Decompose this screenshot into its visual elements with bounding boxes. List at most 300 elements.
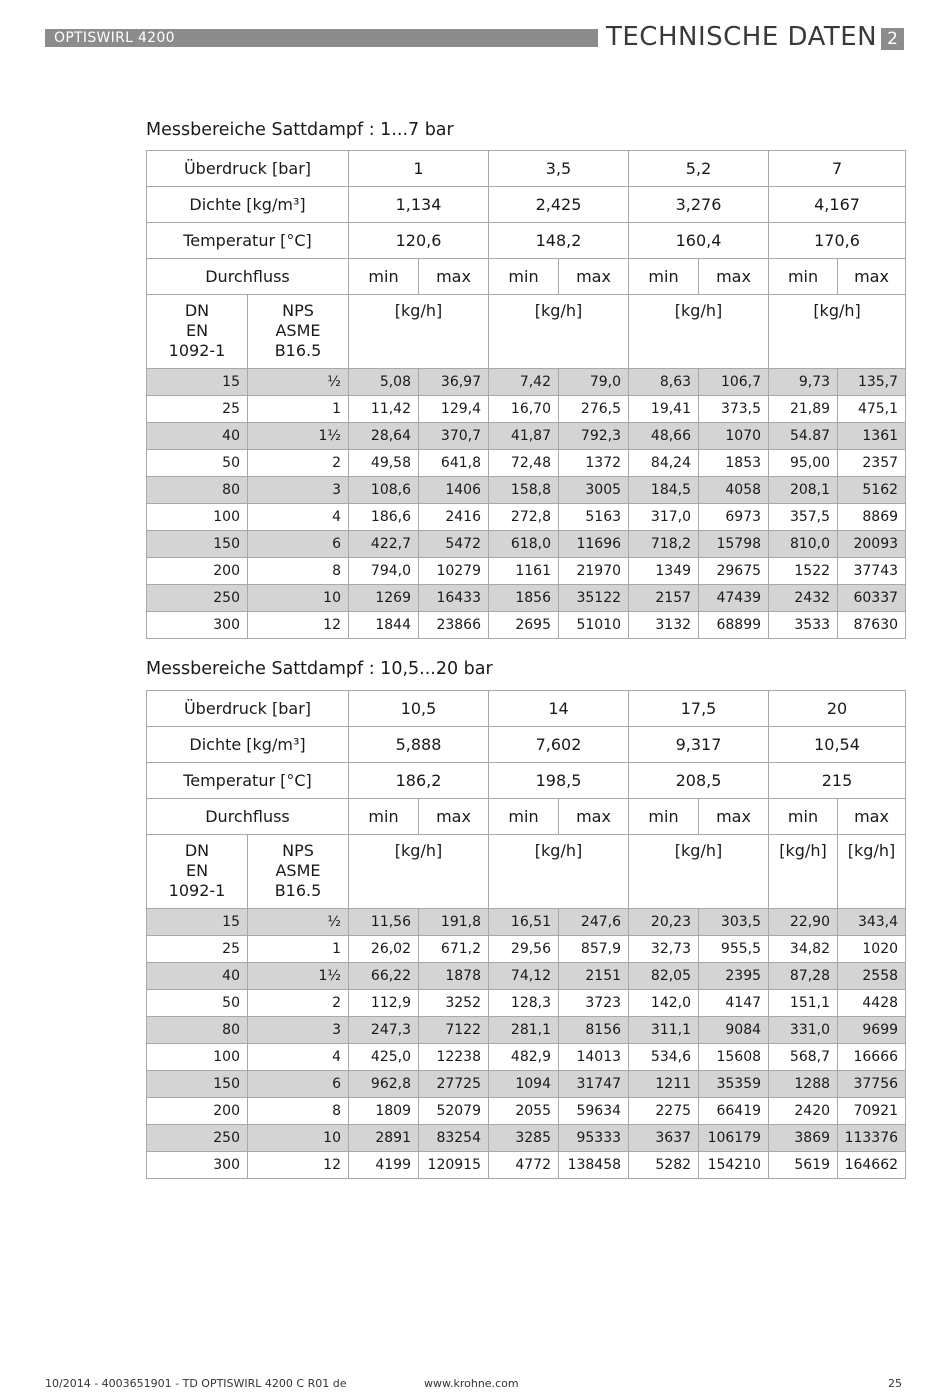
min-flow-cell: 2157: [629, 585, 699, 612]
pressure-row: [147, 691, 906, 727]
table-row: [147, 423, 906, 450]
min-flow-cell: 184,5: [629, 477, 699, 504]
max-flow-cell: 20093: [838, 531, 906, 558]
min-flow-cell: 962,8: [349, 1071, 419, 1098]
min-flow-cell: 718,2: [629, 531, 699, 558]
nps-cell: 8: [248, 1098, 349, 1125]
dn-cell: 150: [147, 1071, 248, 1098]
max-flow-cell: 8156: [559, 1017, 629, 1044]
max-flow-cell: 5472: [419, 531, 489, 558]
table-row: [147, 585, 906, 612]
size-unit-row: [147, 835, 906, 909]
max-flow-cell: 79,0: [559, 369, 629, 396]
min-flow-cell: 208,1: [769, 477, 838, 504]
min-flow-cell: 3533: [769, 612, 838, 639]
max-flow-cell: 792,3: [559, 423, 629, 450]
unit-header: [kg/h]: [769, 835, 838, 909]
min-flow-cell: 151,1: [769, 990, 838, 1017]
max-flow-cell: 87630: [838, 612, 906, 639]
max-flow-cell: 857,9: [559, 936, 629, 963]
max-header: max: [559, 799, 629, 835]
max-flow-cell: 2357: [838, 450, 906, 477]
max-flow-cell: 51010: [559, 612, 629, 639]
min-flow-cell: 26,02: [349, 936, 419, 963]
max-flow-cell: 373,5: [699, 396, 769, 423]
temperature-label: Temperatur [°C]: [147, 763, 349, 799]
min-flow-cell: 331,0: [769, 1017, 838, 1044]
max-flow-cell: 106179: [699, 1125, 769, 1152]
table-2-title: Messbereiche Sattdampf : 10,5...20 bar: [146, 659, 493, 679]
min-flow-cell: 74,12: [489, 963, 559, 990]
nps-cell: 12: [248, 612, 349, 639]
nps-cell: 8: [248, 558, 349, 585]
measuring-range-table-1: [146, 150, 906, 639]
density-row: [147, 187, 906, 223]
max-flow-cell: 2151: [559, 963, 629, 990]
max-flow-cell: 35359: [699, 1071, 769, 1098]
max-flow-cell: 1070: [699, 423, 769, 450]
min-header: min: [489, 799, 559, 835]
max-flow-cell: 671,2: [419, 936, 489, 963]
table-row: [147, 450, 906, 477]
temperature-label: Temperatur [°C]: [147, 223, 349, 259]
table-row: [147, 396, 906, 423]
min-flow-cell: 1522: [769, 558, 838, 585]
density-value: 2,425: [489, 187, 629, 223]
nps-cell: 1½: [248, 423, 349, 450]
temperature-value: 120,6: [349, 223, 489, 259]
dn-cell: 250: [147, 1125, 248, 1152]
min-flow-cell: 54.87: [769, 423, 838, 450]
min-flow-cell: 1288: [769, 1071, 838, 1098]
max-flow-cell: 4428: [838, 990, 906, 1017]
nps-cell: 12: [248, 1152, 349, 1179]
min-flow-cell: 4199: [349, 1152, 419, 1179]
min-flow-cell: 311,1: [629, 1017, 699, 1044]
min-flow-cell: 186,6: [349, 504, 419, 531]
min-flow-cell: 32,73: [629, 936, 699, 963]
min-flow-cell: 2695: [489, 612, 559, 639]
max-flow-cell: 1853: [699, 450, 769, 477]
min-flow-cell: 568,7: [769, 1044, 838, 1071]
table-row: [147, 504, 906, 531]
max-flow-cell: 7122: [419, 1017, 489, 1044]
max-flow-cell: 52079: [419, 1098, 489, 1125]
min-flow-cell: 9,73: [769, 369, 838, 396]
max-flow-cell: 1372: [559, 450, 629, 477]
dn-cell: 200: [147, 1098, 248, 1125]
min-flow-cell: 3637: [629, 1125, 699, 1152]
min-flow-cell: 3869: [769, 1125, 838, 1152]
max-flow-cell: 31747: [559, 1071, 629, 1098]
min-flow-cell: 48,66: [629, 423, 699, 450]
nps-cell: 6: [248, 1071, 349, 1098]
table-row: [147, 558, 906, 585]
temperature-value: 160,4: [629, 223, 769, 259]
nps-cell: 1: [248, 396, 349, 423]
min-flow-cell: 272,8: [489, 504, 559, 531]
min-flow-cell: 87,28: [769, 963, 838, 990]
min-flow-cell: 108,6: [349, 477, 419, 504]
min-flow-cell: 16,51: [489, 909, 559, 936]
pressure-label: Überdruck [bar]: [147, 151, 349, 187]
max-flow-cell: 5163: [559, 504, 629, 531]
pressure-value: 5,2: [629, 151, 769, 187]
temperature-value: 198,5: [489, 763, 629, 799]
max-flow-cell: 70921: [838, 1098, 906, 1125]
max-flow-cell: 138458: [559, 1152, 629, 1179]
unit-header: [kg/h]: [489, 835, 629, 909]
max-flow-cell: 303,5: [699, 909, 769, 936]
min-flow-cell: 20,23: [629, 909, 699, 936]
min-header: min: [769, 799, 838, 835]
footer-page-number: 25: [888, 1377, 902, 1390]
max-flow-cell: 10279: [419, 558, 489, 585]
nps-cell: 2: [248, 990, 349, 1017]
min-flow-cell: 794,0: [349, 558, 419, 585]
max-flow-cell: 66419: [699, 1098, 769, 1125]
pressure-label: Überdruck [bar]: [147, 691, 349, 727]
min-flow-cell: 29,56: [489, 936, 559, 963]
footer-doc-ref: 10/2014 - 4003651901 - TD OPTISWIRL 4200 C R01 de: [45, 1377, 347, 1390]
max-flow-cell: 21970: [559, 558, 629, 585]
max-flow-cell: 154210: [699, 1152, 769, 1179]
temperature-value: 170,6: [769, 223, 906, 259]
min-flow-cell: 317,0: [629, 504, 699, 531]
dn-cell: 50: [147, 450, 248, 477]
max-flow-cell: 8869: [838, 504, 906, 531]
table-row: [147, 1044, 906, 1071]
max-flow-cell: 475,1: [838, 396, 906, 423]
table-row: [147, 909, 906, 936]
max-flow-cell: 955,5: [699, 936, 769, 963]
table-row: [147, 936, 906, 963]
max-flow-cell: 2395: [699, 963, 769, 990]
unit-header: [kg/h]: [838, 835, 906, 909]
min-flow-cell: 2891: [349, 1125, 419, 1152]
min-flow-cell: 618,0: [489, 531, 559, 558]
dn-cell: 300: [147, 1152, 248, 1179]
nps-cell: 2: [248, 450, 349, 477]
nps-cell: 4: [248, 1044, 349, 1071]
temperature-value: 208,5: [629, 763, 769, 799]
nps-cell: ½: [248, 369, 349, 396]
pressure-value: 7: [769, 151, 906, 187]
table-row: [147, 477, 906, 504]
max-flow-cell: 35122: [559, 585, 629, 612]
min-flow-cell: 1161: [489, 558, 559, 585]
min-flow-cell: 7,42: [489, 369, 559, 396]
min-flow-cell: 49,58: [349, 450, 419, 477]
max-flow-cell: 106,7: [699, 369, 769, 396]
min-flow-cell: 534,6: [629, 1044, 699, 1071]
max-flow-cell: 37756: [838, 1071, 906, 1098]
max-flow-cell: 2558: [838, 963, 906, 990]
min-flow-cell: 34,82: [769, 936, 838, 963]
max-flow-cell: 135,7: [838, 369, 906, 396]
dn-cell: 100: [147, 1044, 248, 1071]
min-flow-cell: 1349: [629, 558, 699, 585]
dn-cell: 25: [147, 396, 248, 423]
nps-asme-header: NPS ASME B16.5: [248, 835, 349, 909]
density-value: 3,276: [629, 187, 769, 223]
max-flow-cell: 3723: [559, 990, 629, 1017]
max-flow-cell: 15798: [699, 531, 769, 558]
pressure-value: 1: [349, 151, 489, 187]
pressure-value: 17,5: [629, 691, 769, 727]
min-flow-cell: 2420: [769, 1098, 838, 1125]
max-flow-cell: 1361: [838, 423, 906, 450]
unit-header: [kg/h]: [349, 295, 489, 369]
chapter-badge: 2: [881, 28, 904, 50]
max-flow-cell: 36,97: [419, 369, 489, 396]
table-row: [147, 1017, 906, 1044]
min-flow-cell: 4772: [489, 1152, 559, 1179]
max-flow-cell: 9084: [699, 1017, 769, 1044]
max-flow-cell: 16433: [419, 585, 489, 612]
dn-cell: 80: [147, 1017, 248, 1044]
nps-cell: 1: [248, 936, 349, 963]
dn-cell: 15: [147, 369, 248, 396]
max-flow-cell: 2416: [419, 504, 489, 531]
density-value: 5,888: [349, 727, 489, 763]
min-flow-cell: 16,70: [489, 396, 559, 423]
max-flow-cell: 23866: [419, 612, 489, 639]
table-row: [147, 612, 906, 639]
unit-header: [kg/h]: [769, 295, 906, 369]
max-header: max: [838, 259, 906, 295]
min-flow-cell: 158,8: [489, 477, 559, 504]
max-flow-cell: 5162: [838, 477, 906, 504]
min-flow-cell: 1809: [349, 1098, 419, 1125]
max-flow-cell: 3005: [559, 477, 629, 504]
min-flow-cell: 5,08: [349, 369, 419, 396]
min-flow-cell: 11,56: [349, 909, 419, 936]
table-row: [147, 1071, 906, 1098]
density-row: [147, 727, 906, 763]
dn-cell: 150: [147, 531, 248, 558]
max-flow-cell: 9699: [838, 1017, 906, 1044]
min-flow-cell: 112,9: [349, 990, 419, 1017]
nps-cell: 1½: [248, 963, 349, 990]
max-flow-cell: 1020: [838, 936, 906, 963]
temperature-row: [147, 223, 906, 259]
max-header: max: [838, 799, 906, 835]
min-flow-cell: 482,9: [489, 1044, 559, 1071]
min-flow-cell: 425,0: [349, 1044, 419, 1071]
nps-cell: 10: [248, 585, 349, 612]
max-flow-cell: 247,6: [559, 909, 629, 936]
max-flow-cell: 68899: [699, 612, 769, 639]
max-flow-cell: 1878: [419, 963, 489, 990]
temperature-row: [147, 763, 906, 799]
unit-header: [kg/h]: [349, 835, 489, 909]
section-heading: TECHNISCHE DATEN: [606, 22, 878, 52]
nps-cell: 3: [248, 1017, 349, 1044]
min-flow-cell: 22,90: [769, 909, 838, 936]
dn-cell: 300: [147, 612, 248, 639]
dn-cell: 25: [147, 936, 248, 963]
size-unit-row: [147, 295, 906, 369]
min-flow-cell: 1211: [629, 1071, 699, 1098]
flow-label: Durchfluss: [147, 259, 349, 295]
density-value: 7,602: [489, 727, 629, 763]
pressure-value: 3,5: [489, 151, 629, 187]
max-flow-cell: 343,4: [838, 909, 906, 936]
min-flow-cell: 1844: [349, 612, 419, 639]
max-flow-cell: 4058: [699, 477, 769, 504]
max-flow-cell: 83254: [419, 1125, 489, 1152]
min-flow-cell: 810,0: [769, 531, 838, 558]
min-header: min: [769, 259, 838, 295]
density-label: Dichte [kg/m³]: [147, 187, 349, 223]
max-flow-cell: 4147: [699, 990, 769, 1017]
min-flow-cell: 1094: [489, 1071, 559, 1098]
table-row: [147, 1152, 906, 1179]
pressure-value: 10,5: [349, 691, 489, 727]
flow-label: Durchfluss: [147, 799, 349, 835]
dn-cell: 100: [147, 504, 248, 531]
nps-asme-header: NPS ASME B16.5: [248, 295, 349, 369]
temperature-value: 215: [769, 763, 906, 799]
dn-cell: 40: [147, 963, 248, 990]
max-flow-cell: 12238: [419, 1044, 489, 1071]
min-flow-cell: 2055: [489, 1098, 559, 1125]
unit-header: [kg/h]: [629, 835, 769, 909]
table-row: [147, 1098, 906, 1125]
min-header: min: [349, 799, 419, 835]
min-header: min: [489, 259, 559, 295]
max-flow-cell: 1406: [419, 477, 489, 504]
max-flow-cell: 191,8: [419, 909, 489, 936]
nps-cell: ½: [248, 909, 349, 936]
max-flow-cell: 129,4: [419, 396, 489, 423]
dn-cell: 250: [147, 585, 248, 612]
max-flow-cell: 641,8: [419, 450, 489, 477]
density-value: 9,317: [629, 727, 769, 763]
min-flow-cell: 128,3: [489, 990, 559, 1017]
max-flow-cell: 47439: [699, 585, 769, 612]
min-flow-cell: 1269: [349, 585, 419, 612]
measuring-range-table-2: [146, 690, 906, 1179]
min-flow-cell: 2275: [629, 1098, 699, 1125]
pressure-row: [147, 151, 906, 187]
min-flow-cell: 21,89: [769, 396, 838, 423]
max-flow-cell: 29675: [699, 558, 769, 585]
max-flow-cell: 276,5: [559, 396, 629, 423]
max-flow-cell: 6973: [699, 504, 769, 531]
min-flow-cell: 5619: [769, 1152, 838, 1179]
temperature-value: 186,2: [349, 763, 489, 799]
table-row: [147, 963, 906, 990]
product-name: OPTISWIRL 4200: [54, 30, 175, 46]
dn-cell: 15: [147, 909, 248, 936]
min-flow-cell: 41,87: [489, 423, 559, 450]
table-row: [147, 990, 906, 1017]
table-row: [147, 531, 906, 558]
unit-header: [kg/h]: [489, 295, 629, 369]
header-product-bar: [45, 29, 598, 47]
dn-en-header: DN EN 1092-1: [147, 295, 248, 369]
nps-cell: 6: [248, 531, 349, 558]
min-flow-cell: 2432: [769, 585, 838, 612]
min-flow-cell: 84,24: [629, 450, 699, 477]
max-flow-cell: 60337: [838, 585, 906, 612]
min-flow-cell: 281,1: [489, 1017, 559, 1044]
max-flow-cell: 27725: [419, 1071, 489, 1098]
table-row: [147, 1125, 906, 1152]
flow-row: [147, 799, 906, 835]
min-flow-cell: 66,22: [349, 963, 419, 990]
temperature-value: 148,2: [489, 223, 629, 259]
min-flow-cell: 19,41: [629, 396, 699, 423]
min-flow-cell: 247,3: [349, 1017, 419, 1044]
dn-cell: 40: [147, 423, 248, 450]
max-header: max: [419, 259, 489, 295]
nps-cell: 10: [248, 1125, 349, 1152]
min-flow-cell: 28,64: [349, 423, 419, 450]
density-value: 10,54: [769, 727, 906, 763]
min-flow-cell: 357,5: [769, 504, 838, 531]
min-header: min: [349, 259, 419, 295]
dn-cell: 50: [147, 990, 248, 1017]
max-flow-cell: 113376: [838, 1125, 906, 1152]
max-header: max: [419, 799, 489, 835]
min-flow-cell: 8,63: [629, 369, 699, 396]
max-flow-cell: 120915: [419, 1152, 489, 1179]
min-flow-cell: 72,48: [489, 450, 559, 477]
max-flow-cell: 370,7: [419, 423, 489, 450]
min-flow-cell: 3132: [629, 612, 699, 639]
pressure-value: 14: [489, 691, 629, 727]
max-flow-cell: 11696: [559, 531, 629, 558]
density-value: 1,134: [349, 187, 489, 223]
dn-en-header: DN EN 1092-1: [147, 835, 248, 909]
table-row: [147, 369, 906, 396]
min-flow-cell: 82,05: [629, 963, 699, 990]
flow-row: [147, 259, 906, 295]
footer-website: www.krohne.com: [424, 1377, 519, 1390]
min-header: min: [629, 799, 699, 835]
min-flow-cell: 5282: [629, 1152, 699, 1179]
table-1-title: Messbereiche Sattdampf : 1...7 bar: [146, 120, 454, 140]
density-label: Dichte [kg/m³]: [147, 727, 349, 763]
dn-cell: 200: [147, 558, 248, 585]
nps-cell: 4: [248, 504, 349, 531]
min-flow-cell: 11,42: [349, 396, 419, 423]
min-flow-cell: 3285: [489, 1125, 559, 1152]
max-flow-cell: 3252: [419, 990, 489, 1017]
max-flow-cell: 16666: [838, 1044, 906, 1071]
nps-cell: 3: [248, 477, 349, 504]
max-flow-cell: 95333: [559, 1125, 629, 1152]
max-flow-cell: 15608: [699, 1044, 769, 1071]
density-value: 4,167: [769, 187, 906, 223]
min-flow-cell: 95,00: [769, 450, 838, 477]
min-flow-cell: 1856: [489, 585, 559, 612]
unit-header: [kg/h]: [629, 295, 769, 369]
min-flow-cell: 422,7: [349, 531, 419, 558]
max-flow-cell: 59634: [559, 1098, 629, 1125]
dn-cell: 80: [147, 477, 248, 504]
pressure-value: 20: [769, 691, 906, 727]
min-flow-cell: 142,0: [629, 990, 699, 1017]
min-header: min: [629, 259, 699, 295]
max-flow-cell: 37743: [838, 558, 906, 585]
max-flow-cell: 14013: [559, 1044, 629, 1071]
max-header: max: [559, 259, 629, 295]
max-header: max: [699, 259, 769, 295]
